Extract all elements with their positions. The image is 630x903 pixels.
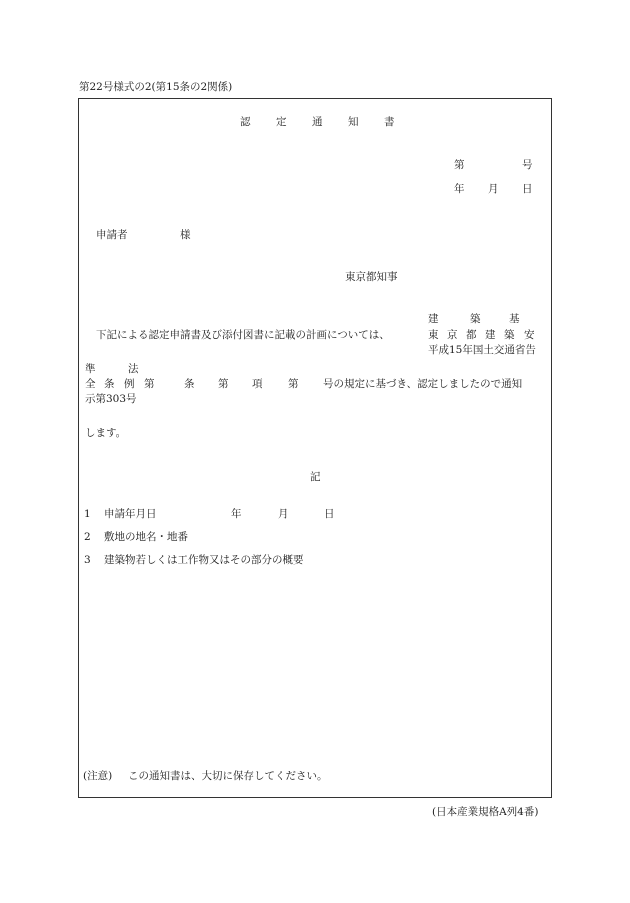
document-title-char: 定: [276, 116, 287, 128]
date-year: 年: [454, 183, 465, 195]
law-row-2: 築: [504, 329, 515, 341]
law-row-5: 項: [252, 378, 263, 390]
form-number-label: 第22号様式の2(第15条の2関係): [79, 81, 233, 93]
item-number: 3: [84, 554, 91, 566]
note-text: この通知書は、大切に保存してください。: [128, 770, 328, 782]
document-title-char: 通: [312, 116, 323, 128]
item-label: 建築物若しくは工作物又はその部分の概要: [104, 554, 304, 566]
form-frame: [78, 98, 552, 798]
law-row-2: 建: [485, 329, 496, 341]
law-row-5: 号の規定に基づき、認定しましたので通知: [323, 378, 523, 390]
document-title-char: 知: [348, 116, 359, 128]
law-row-5: 例: [124, 378, 135, 390]
document-title-char: 認: [240, 116, 251, 128]
law-row-5: 条: [104, 378, 115, 390]
ki-heading: 記: [310, 471, 321, 483]
law-row-2: 東: [428, 329, 439, 341]
law-row-5: 第: [144, 378, 155, 390]
law-row-4: 準: [85, 363, 96, 375]
applicant-honorific: 様: [180, 229, 191, 241]
item-label: 申請年月日: [104, 508, 157, 520]
law-row-6: 示第303号: [85, 393, 137, 405]
issuer-name: 東京都知事: [345, 271, 398, 283]
law-row-2: 安: [524, 329, 535, 341]
document-title-char: 書: [384, 116, 395, 128]
item-date-day: 日: [324, 508, 335, 520]
law-row-1: 築: [470, 313, 481, 325]
item-date-year: 年: [231, 508, 242, 520]
item-date-month: 月: [278, 508, 289, 520]
number-prefix: 第: [454, 159, 465, 171]
item-number: 1: [84, 508, 91, 520]
note-label: (注意): [83, 770, 113, 782]
body-closing: します。: [85, 427, 127, 439]
law-row-5: 第: [218, 378, 229, 390]
law-row-4: 法: [128, 363, 139, 375]
date-day: 日: [522, 183, 533, 195]
law-row-5: 条: [184, 378, 195, 390]
item-number: 2: [84, 531, 91, 543]
law-row-5: 第: [288, 378, 299, 390]
applicant-label: 申請者: [96, 229, 128, 241]
law-row-1: 基: [509, 313, 520, 325]
law-row-2: 京: [447, 329, 458, 341]
item-label: 敷地の地名・地番: [104, 531, 188, 543]
law-row-5: 全: [85, 378, 96, 390]
law-row-2: 都: [466, 329, 477, 341]
number-suffix: 号: [522, 159, 533, 171]
law-row-1: 建: [428, 313, 439, 325]
date-month: 月: [488, 183, 499, 195]
law-row-3: 平成15年国土交通省告: [428, 344, 536, 356]
paper-size-note: (日本産業規格A列4番): [432, 806, 539, 818]
body-intro: 下記による認定申請書及び添付図書に記載の計画については、: [96, 329, 390, 341]
